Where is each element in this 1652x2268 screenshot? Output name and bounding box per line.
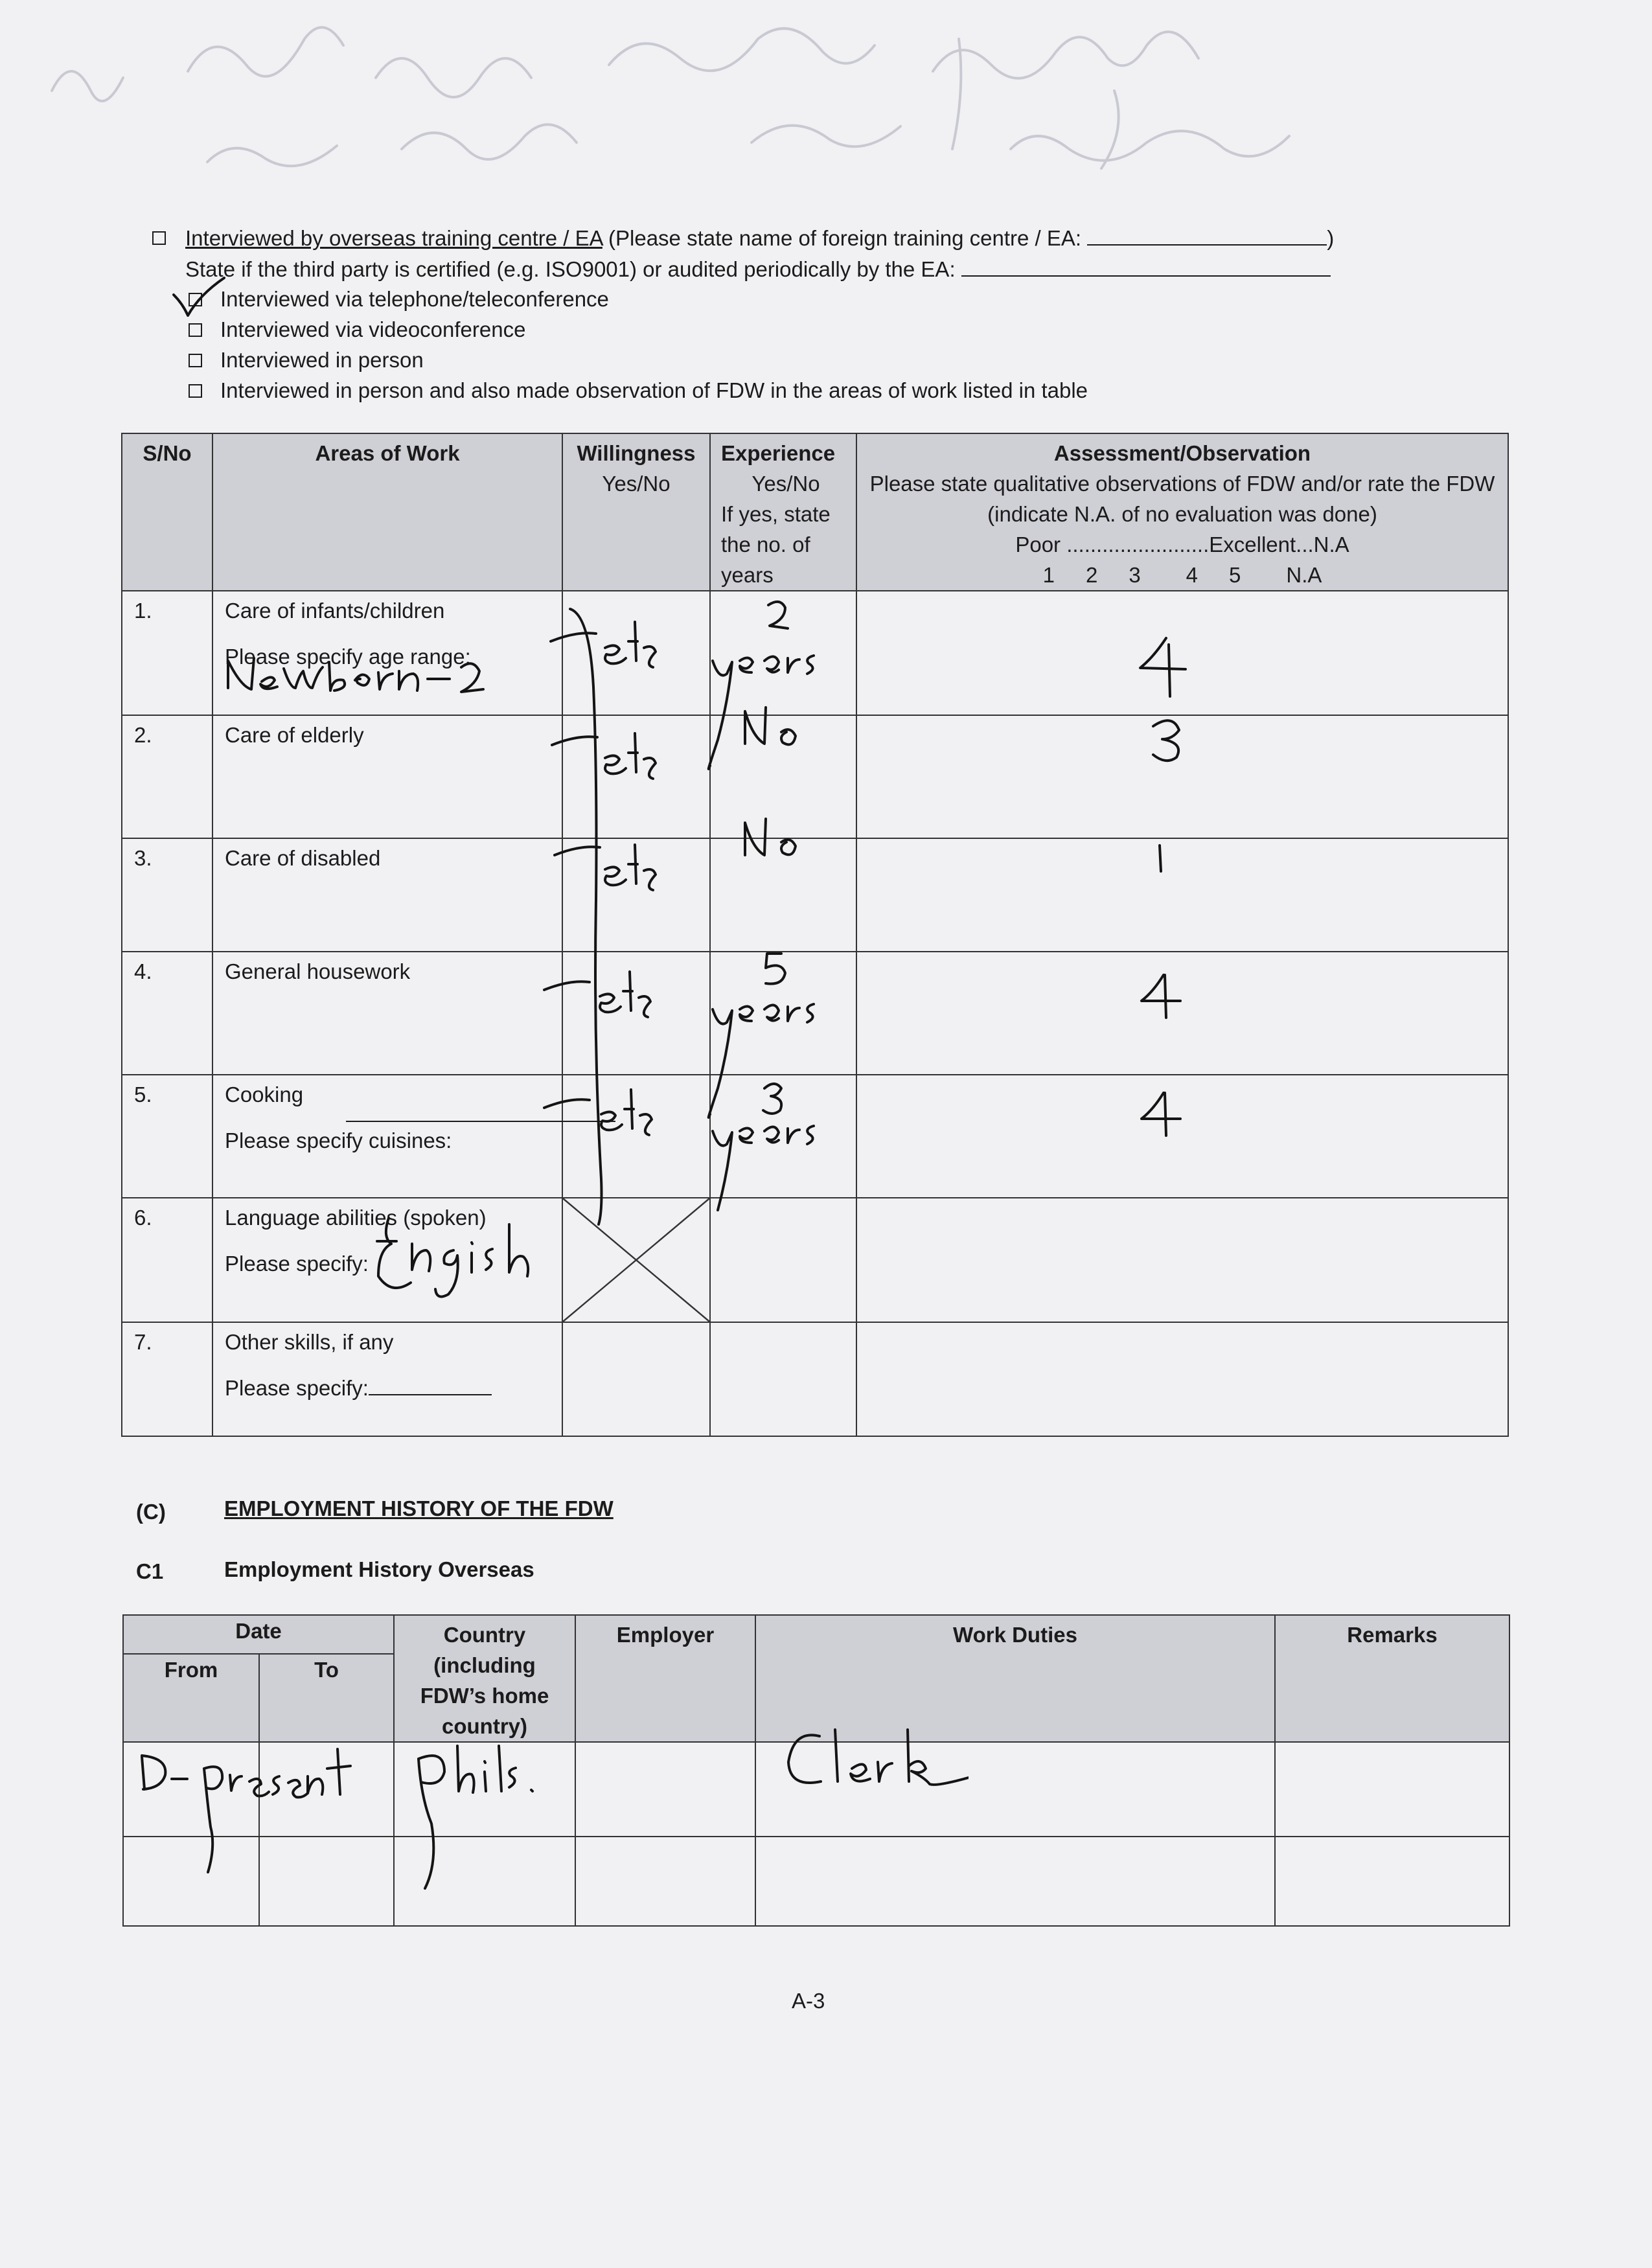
scale-1: 1 xyxy=(1042,563,1055,587)
scale-5: 5 xyxy=(1229,563,1241,587)
scale-2: 2 xyxy=(1085,563,1098,587)
option-overseas-centre-label: Interviewed by overseas training centre / EA xyxy=(185,226,602,250)
skills-table xyxy=(121,433,1509,1437)
row-no xyxy=(122,591,212,715)
cell-remarks[interactable] xyxy=(1275,1837,1509,1926)
row-area-label: General housework xyxy=(225,959,411,983)
bleed-through-marks xyxy=(39,13,1529,181)
row-willingness[interactable] xyxy=(562,1075,710,1198)
row-no xyxy=(122,838,212,952)
option-overseas-centre-close: ) xyxy=(1327,226,1335,250)
table-row xyxy=(123,1837,1509,1926)
row-willingness[interactable] xyxy=(562,715,710,838)
scale-4: 4 xyxy=(1186,563,1199,587)
row-area-label: Language abilities (spoken) xyxy=(225,1206,487,1230)
row-experience[interactable] xyxy=(710,591,856,715)
cell-remarks[interactable] xyxy=(1275,1742,1509,1837)
cell-duties[interactable] xyxy=(755,1837,1275,1926)
checkbox-overseas-centre[interactable] xyxy=(152,231,166,245)
table-row xyxy=(123,1742,1509,1837)
cell-employer[interactable] xyxy=(575,1742,755,1837)
header-remarks-label: Remarks xyxy=(1347,1623,1438,1647)
section-c1-title: Employment History Overseas xyxy=(224,1557,534,1581)
row-area-label: Cooking xyxy=(225,1082,304,1106)
row-experience[interactable] xyxy=(710,1075,856,1198)
row-willingness[interactable] xyxy=(562,952,710,1075)
header-sno xyxy=(122,433,212,591)
row-no xyxy=(122,1322,212,1436)
header-country-label: Country (including FDW’s home country) xyxy=(420,1623,549,1738)
section-c-code: (C) xyxy=(136,1500,166,1524)
row-experience[interactable] xyxy=(710,1198,856,1322)
row-no-label: 4. xyxy=(134,959,152,983)
row-area xyxy=(212,952,562,1075)
header-from xyxy=(123,1654,259,1742)
row-willingness-crossed xyxy=(562,1198,710,1322)
header-willingness-sub: Yes/No xyxy=(602,472,671,496)
section-c1-code: C1 xyxy=(136,1559,164,1583)
header-from-label: From xyxy=(164,1657,218,1682)
option-overseas-centre-note: (Please state name of foreign training centre / EA: xyxy=(608,226,1082,250)
row-area xyxy=(212,715,562,838)
age-range-field[interactable] xyxy=(346,1121,615,1122)
rating-scale xyxy=(869,560,1496,590)
header-employer xyxy=(575,1615,755,1742)
row-sub-prompt: Please specify: xyxy=(225,1252,369,1276)
header-willingness-label: Willingness xyxy=(577,441,696,465)
header-experience-sub2: If yes, state the no. of years xyxy=(721,502,831,587)
row-sub-prompt: Please specify cuisines: xyxy=(225,1128,452,1152)
row-assessment[interactable] xyxy=(856,838,1508,952)
option-video-label: Interviewed via videoconference xyxy=(220,317,526,341)
table-row xyxy=(122,952,1508,1075)
row-assessment[interactable] xyxy=(856,1075,1508,1198)
checkbox-in-person-observation[interactable] xyxy=(189,384,202,398)
header-employer-label: Employer xyxy=(616,1623,715,1647)
row-sub-prompt-label: Please specify: xyxy=(225,1376,369,1400)
row-experience[interactable] xyxy=(710,1322,856,1436)
header-experience-sub1: Yes/No xyxy=(751,472,820,496)
row-experience[interactable] xyxy=(710,952,856,1075)
header-date-label: Date xyxy=(235,1619,282,1643)
row-no-label: 6. xyxy=(134,1206,152,1230)
row-no-label: 2. xyxy=(134,723,152,747)
row-area-label: Care of infants/children xyxy=(225,599,445,623)
table-row xyxy=(122,1075,1508,1198)
header-experience xyxy=(710,433,856,591)
row-area xyxy=(212,1198,562,1322)
row-assessment[interactable] xyxy=(856,715,1508,838)
option-in-person-label: Interviewed in person xyxy=(220,348,424,372)
scale-na: N.A xyxy=(1286,563,1322,587)
option-telephone-label: Interviewed via telephone/teleconference xyxy=(220,287,609,311)
row-willingness[interactable] xyxy=(562,838,710,952)
header-date xyxy=(123,1615,394,1654)
header-assessment xyxy=(856,433,1508,591)
table-row xyxy=(122,1198,1508,1322)
row-no-label: 7. xyxy=(134,1330,152,1354)
page-number: A-3 xyxy=(792,1989,825,2013)
row-sub-prompt xyxy=(225,1373,550,1403)
checkbox-video[interactable] xyxy=(189,323,202,337)
row-assessment[interactable] xyxy=(856,591,1508,715)
header-remarks xyxy=(1275,1615,1509,1742)
row-no xyxy=(122,1075,212,1198)
header-sno-label: S/No xyxy=(143,441,192,465)
option-third-party-label: State if the third party is certified (e.g. ISO9001) or audited periodically by the EA: xyxy=(185,257,956,281)
cell-duties[interactable] xyxy=(755,1742,1275,1837)
row-area-label: Care of elderly xyxy=(225,723,364,747)
section-c-title: EMPLOYMENT HISTORY OF THE FDW xyxy=(224,1496,614,1520)
row-area-label: Other skills, if any xyxy=(225,1330,394,1354)
row-sub-prompt: Please specify age range: xyxy=(225,645,471,669)
option-in-person-observation-label: Interviewed in person and also made observation of FDW in the areas of work listed in table xyxy=(220,378,1088,402)
header-assessment-sub: Please state qualitative observations of FDW and/or rate the FDW (indicate N.A. of no evaluation was done) xyxy=(869,472,1495,526)
header-to xyxy=(259,1654,394,1742)
row-area xyxy=(212,838,562,952)
header-duties-label: Work Duties xyxy=(953,1623,1077,1647)
row-area xyxy=(212,1075,562,1198)
checkbox-telephone[interactable] xyxy=(189,293,202,306)
header-experience-label: Experience xyxy=(721,441,836,465)
table-row xyxy=(122,591,1508,715)
other-skills-field[interactable] xyxy=(369,1375,492,1395)
cell-from[interactable] xyxy=(123,1742,259,1837)
row-area xyxy=(212,591,562,715)
row-area-label: Care of disabled xyxy=(225,846,381,870)
row-assessment[interactable] xyxy=(856,952,1508,1075)
table-row xyxy=(122,1322,1508,1436)
row-no-label: 1. xyxy=(134,599,152,623)
row-assessment[interactable] xyxy=(856,1322,1508,1436)
row-willingness[interactable] xyxy=(562,1322,710,1436)
header-willingness xyxy=(562,433,710,591)
cell-employer[interactable] xyxy=(575,1837,755,1926)
row-experience[interactable] xyxy=(710,838,856,952)
row-no xyxy=(122,715,212,838)
header-assessment-label: Assessment/Observation xyxy=(1053,441,1311,465)
row-no xyxy=(122,952,212,1075)
cell-country[interactable] xyxy=(394,1742,575,1837)
header-to-label: To xyxy=(314,1657,339,1682)
foreign-centre-name-field[interactable] xyxy=(1087,225,1327,246)
row-area xyxy=(212,1322,562,1436)
cell-to[interactable] xyxy=(259,1742,394,1837)
table-row xyxy=(122,838,1508,952)
row-experience[interactable] xyxy=(710,715,856,838)
cell-from[interactable] xyxy=(123,1837,259,1926)
row-no-label: 3. xyxy=(134,846,152,870)
table-row xyxy=(122,715,1508,838)
cell-to[interactable] xyxy=(259,1837,394,1926)
header-area-label: Areas of Work xyxy=(315,441,460,465)
option-overseas-centre xyxy=(185,225,1334,251)
employment-history-table xyxy=(122,1614,1510,1927)
third-party-field[interactable] xyxy=(961,256,1331,277)
scale-3: 3 xyxy=(1129,563,1141,587)
row-assessment[interactable] xyxy=(856,1198,1508,1322)
row-no xyxy=(122,1198,212,1322)
header-duties xyxy=(755,1615,1275,1742)
row-no-label: 5. xyxy=(134,1082,152,1106)
header-country xyxy=(394,1615,575,1742)
header-scale-text: Poor ........................Excellent...N.A xyxy=(1015,533,1349,556)
cross-out-icon xyxy=(563,1198,709,1322)
row-willingness[interactable] xyxy=(562,591,710,715)
cell-country[interactable] xyxy=(394,1837,575,1926)
checkbox-in-person[interactable] xyxy=(189,354,202,367)
header-area xyxy=(212,433,562,591)
option-third-party xyxy=(185,256,1331,282)
